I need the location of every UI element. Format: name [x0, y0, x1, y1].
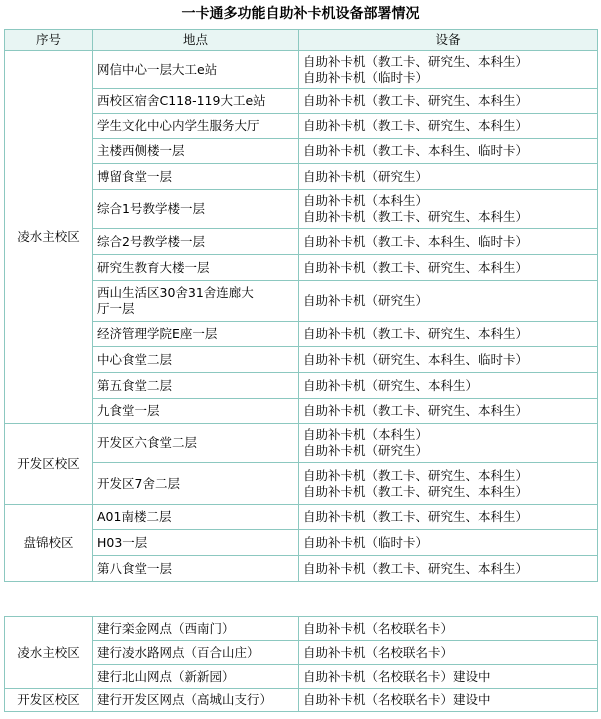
- device-line: 自助补卡机（教工卡、本科生、临时卡）: [303, 233, 529, 249]
- device-cell: [299, 139, 598, 164]
- device-line: 自助补卡机（研究生）: [303, 168, 429, 184]
- location-cell: 网信中心一层大工e站: [93, 51, 299, 89]
- device-line: 自助补卡机（名校联名卡）: [303, 644, 454, 660]
- location-cell: 主楼西侧楼一层: [93, 139, 299, 164]
- device-cell: [299, 322, 598, 347]
- campus-cell: 开发区校区: [5, 424, 93, 505]
- device-cell: [299, 399, 598, 424]
- device-line: 自助补卡机（名校联名卡）建设中: [303, 692, 491, 707]
- device-line: 自助补卡机（教工卡、研究生、本科生）: [303, 209, 529, 224]
- device-cell: [299, 689, 598, 712]
- table-row: [5, 556, 598, 582]
- device-line: 自助补卡机（名校联名卡）: [303, 620, 454, 636]
- device-line: 自助补卡机（教工卡、研究生、本科生）: [303, 467, 529, 483]
- device-cell: [299, 556, 598, 582]
- location-cell: A01南楼二层: [93, 505, 299, 530]
- device-cell: [299, 229, 598, 255]
- location-cell: 建行开发区网点（高城山支行）: [93, 689, 299, 712]
- location-cell: 经济管理学院E座一层: [93, 322, 299, 347]
- page-title: 一卡通多功能自助补卡机设备部署情况: [181, 6, 420, 22]
- device-cell: [299, 424, 598, 463]
- table-row: [5, 255, 598, 281]
- device-line: 自助补卡机（教工卡、研究生、本科生）: [303, 118, 529, 133]
- table-gap: [4, 607, 597, 616]
- campus-cell: 盘锦校区: [5, 505, 93, 582]
- device-line: 自助补卡机（本科生）: [303, 193, 429, 208]
- device-cell: [299, 530, 598, 556]
- table-header-row: [5, 30, 598, 51]
- device-cell: [299, 505, 598, 530]
- table-row: [5, 347, 598, 373]
- header-device: 设备: [299, 30, 598, 51]
- device-cell: [299, 190, 598, 229]
- location-cell: 开发区六食堂二层: [93, 424, 299, 463]
- device-line: 自助补卡机（临时卡）: [303, 534, 429, 550]
- location-cell: 博留食堂一层: [93, 164, 299, 190]
- location-cell: 西校区宿舍C118-119大工e站: [93, 89, 299, 114]
- table-row: [5, 665, 598, 689]
- location-cell: 建行栾金网点（西南门）: [93, 617, 299, 641]
- table-row: [5, 617, 598, 641]
- device-cell: [299, 665, 598, 689]
- table-row: [5, 322, 598, 347]
- location-cell: 学生文化中心内学生服务大厅: [93, 114, 299, 139]
- device-line: 自助补卡机（教工卡、研究生、本科生）: [303, 560, 529, 576]
- device-cell: [299, 89, 598, 114]
- table-row: [5, 114, 598, 139]
- campus-cell: 凌水主校区: [5, 617, 93, 689]
- device-line: 自助补卡机（教工卡、研究生、本科生）: [303, 403, 529, 418]
- campus-cell: 凌水主校区: [5, 51, 93, 424]
- device-line: 自助补卡机（教工卡、研究生、本科生）: [303, 326, 529, 341]
- table-row: [5, 229, 598, 255]
- location-cell: 第八食堂一层: [93, 556, 299, 582]
- table-row: [5, 51, 598, 89]
- location-cell: 九食堂一层: [93, 399, 299, 424]
- location-cell: 第五食堂二层: [93, 373, 299, 399]
- device-cell: [299, 373, 598, 399]
- table-row: [5, 463, 598, 505]
- location-cell: 开发区7舍二层: [93, 463, 299, 505]
- device-line: 自助补卡机（研究生）: [303, 443, 429, 458]
- deployment-table: [4, 29, 598, 582]
- table-row: [5, 641, 598, 665]
- device-line: 自助补卡机（本科生）: [303, 427, 429, 442]
- header-location: 地点: [93, 30, 299, 51]
- table-row: [5, 530, 598, 556]
- location-cell: 综合2号教学楼一层: [93, 229, 299, 255]
- device-line: 自助补卡机（教工卡、本科生、临时卡）: [303, 143, 529, 158]
- device-line: 自助补卡机（教工卡、研究生、本科生）: [303, 53, 529, 69]
- device-cell: [299, 164, 598, 190]
- device-cell: [299, 617, 598, 641]
- table-row: [5, 373, 598, 399]
- device-cell: [299, 114, 598, 139]
- device-cell: [299, 51, 598, 89]
- bank-deployment-table: [4, 616, 598, 712]
- header-index: 序号: [5, 30, 93, 51]
- table-row: [5, 89, 598, 114]
- location-cell: 建行北山网点（新新园）: [93, 665, 299, 689]
- device-line: 自助补卡机（教工卡、研究生、本科生）: [303, 93, 529, 108]
- location-cell: 西山生活区30舍31舍连廊大厅一层: [93, 281, 299, 322]
- table-row: [5, 505, 598, 530]
- campus-cell: 开发区校区: [5, 689, 93, 712]
- device-cell: [299, 347, 598, 373]
- device-line: 自助补卡机（研究生、本科生）: [303, 377, 479, 393]
- device-line: 自助补卡机（教工卡、研究生、本科生）: [303, 483, 529, 499]
- location-cell: 建行凌水路网点（百合山庄）: [93, 641, 299, 665]
- device-line: 自助补卡机（研究生、本科生、临时卡）: [303, 351, 529, 367]
- table-row: [5, 190, 598, 229]
- device-line: 自助补卡机（研究生）: [303, 293, 429, 308]
- table-row: [5, 399, 598, 424]
- device-cell: [299, 641, 598, 665]
- device-cell: [299, 281, 598, 322]
- table-row: [5, 689, 598, 712]
- table-row: [5, 424, 598, 463]
- table-row: [5, 281, 598, 322]
- device-line: 自助补卡机（教工卡、研究生、本科生）: [303, 259, 529, 275]
- device-line: 自助补卡机（临时卡）: [303, 69, 429, 85]
- location-cell: 中心食堂二层: [93, 347, 299, 373]
- table-row: [5, 164, 598, 190]
- device-line: 自助补卡机（名校联名卡）建设中: [303, 668, 491, 684]
- device-cell: [299, 463, 598, 505]
- device-line: 自助补卡机（教工卡、研究生、本科生）: [303, 509, 529, 524]
- location-cell: 研究生教育大楼一层: [93, 255, 299, 281]
- location-cell: H03一层: [93, 530, 299, 556]
- location-cell: 综合1号教学楼一层: [93, 190, 299, 229]
- table-row: [5, 139, 598, 164]
- device-cell: [299, 255, 598, 281]
